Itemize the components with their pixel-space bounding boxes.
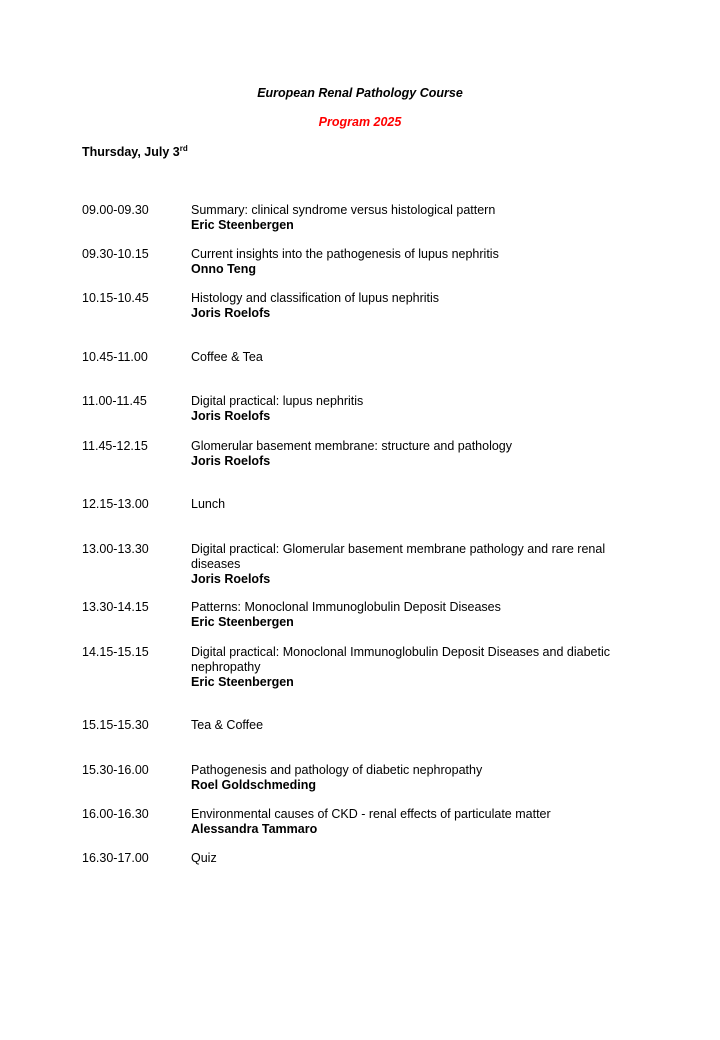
session-title: Pathogenesis and pathology of diabetic nephropathy	[191, 763, 483, 777]
session-time: 12.15-13.00	[82, 497, 149, 511]
session-time: 15.30-16.00	[82, 763, 149, 777]
day-heading-ordinal: rd	[179, 143, 188, 153]
session-title: Lunch	[191, 497, 226, 511]
session-speaker: Eric Steenbergen	[191, 218, 294, 232]
session-details	[191, 247, 631, 277]
session-speaker: Roel Goldschmeding	[191, 778, 317, 792]
session-details	[191, 394, 631, 424]
session-title: Histology and classification of lupus nephritis	[191, 291, 440, 305]
session-title: Patterns: Monoclonal Immunoglobulin Deposit Diseases	[191, 600, 501, 614]
session-details	[191, 439, 631, 469]
session-time: 14.15-15.15	[82, 645, 149, 659]
session-speaker: Joris Roelofs	[191, 454, 271, 468]
session-title: Coffee & Tea	[191, 350, 263, 364]
session-speaker: Onno Teng	[191, 262, 257, 276]
session-details	[191, 497, 631, 512]
session-title: Summary: clinical syndrome versus histological pattern	[191, 203, 496, 217]
session-title: Current insights into the pathogenesis of lupus nephritis	[191, 247, 499, 261]
day-heading	[82, 145, 188, 159]
session-details	[191, 763, 631, 793]
session-speaker: Joris Roelofs	[191, 572, 271, 586]
session-speaker: Joris Roelofs	[191, 409, 271, 423]
session-title: Digital practical: Glomerular basement membrane pathology and rare renal diseases	[191, 542, 606, 571]
session-details	[191, 645, 631, 690]
session-time: 16.00-16.30	[82, 807, 149, 821]
session-time: 15.15-15.30	[82, 718, 149, 732]
program-title: Program 2025	[318, 115, 402, 129]
session-time: 09.30-10.15	[82, 247, 149, 261]
session-time: 13.00-13.30	[82, 542, 149, 556]
session-details	[191, 851, 631, 866]
session-time: 09.00-09.30	[82, 203, 149, 217]
session-time: 13.30-14.15	[82, 600, 149, 614]
session-details	[191, 350, 631, 365]
session-time: 11.45-12.15	[82, 439, 148, 453]
session-title: Glomerular basement membrane: structure and pathology	[191, 439, 512, 453]
session-title: Quiz	[191, 851, 217, 865]
session-details	[191, 542, 631, 587]
session-title: Digital practical: Monoclonal Immunoglobulin Deposit Diseases and diabetic nephropathy	[191, 645, 610, 674]
session-speaker: Joris Roelofs	[191, 306, 271, 320]
session-time: 10.45-11.00	[82, 350, 148, 364]
session-speaker: Eric Steenbergen	[191, 615, 294, 629]
session-details	[191, 600, 631, 630]
session-title: Environmental causes of CKD - renal effects of particulate matter	[191, 807, 551, 821]
session-title: Digital practical: lupus nephritis	[191, 394, 364, 408]
day-heading-text: Thursday, July 3	[82, 145, 180, 159]
session-time: 16.30-17.00	[82, 851, 149, 865]
session-time: 11.00-11.45	[82, 394, 147, 408]
session-details	[191, 807, 631, 837]
session-details	[191, 718, 631, 733]
session-details	[191, 203, 631, 233]
session-speaker: Eric Steenbergen	[191, 675, 294, 689]
course-title: European Renal Pathology Course	[257, 86, 463, 100]
session-speaker: Alessandra Tammaro	[191, 822, 318, 836]
session-time: 10.15-10.45	[82, 291, 149, 305]
session-details	[191, 291, 631, 321]
session-title: Tea & Coffee	[191, 718, 264, 732]
